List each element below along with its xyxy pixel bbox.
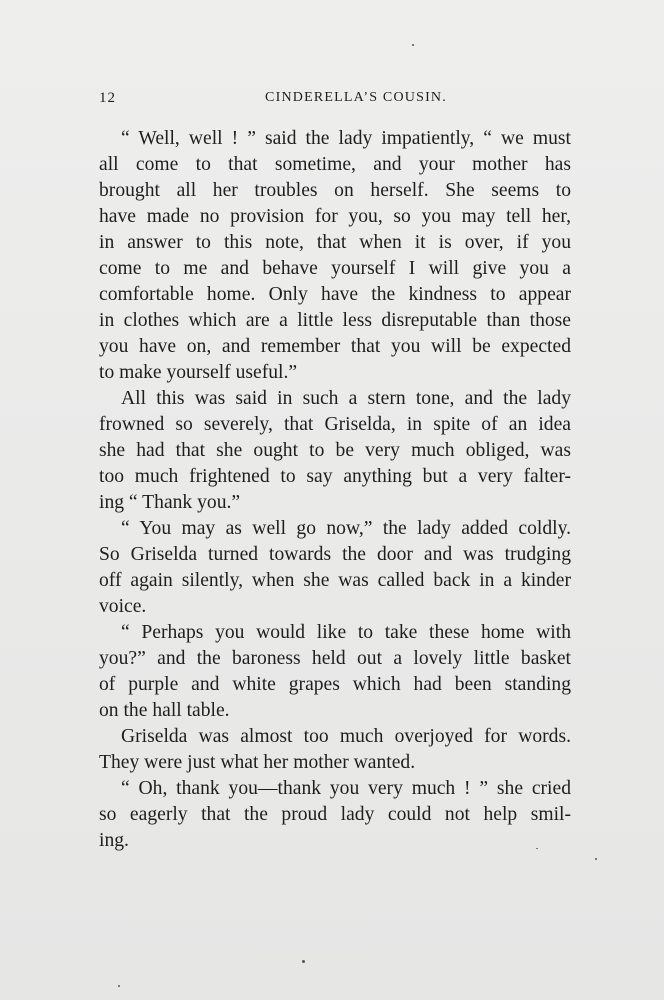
text-line: brought all her troubles on herself. She seems to	[99, 180, 571, 201]
text-line: on the hall table.	[99, 700, 230, 721]
text-line: Griselda was almost too much overjoyed for words.	[121, 726, 571, 747]
text-line: All this was said in such a stern tone, and the lady	[121, 388, 571, 409]
text-line: voice.	[99, 596, 147, 617]
text-line: so eagerly that the proud lady could not help smil-	[99, 804, 571, 825]
text-line: she had that she ought to be very much obliged, was	[99, 440, 571, 461]
text-line: comfortable home. Only have the kindness to appear	[99, 284, 571, 305]
text-line: in clothes which are a little less disreputable than those	[99, 310, 571, 331]
text-line: you?” and the baroness held out a lovely little basket	[99, 648, 571, 669]
page-header	[99, 90, 569, 114]
text-line: “ Perhaps you would like to take these home with	[121, 622, 571, 643]
text-line: So Griselda turned towards the door and was trudging	[99, 544, 571, 565]
text-line: frowned so severely, that Griselda, in spite of an idea	[99, 414, 571, 435]
text-line: “ Well, well ! ” said the lady impatiently, “ we must	[121, 128, 571, 149]
text-line: all come to that sometime, and your mother has	[99, 154, 571, 175]
text-line: “ You may as well go now,” the lady added coldly.	[121, 518, 571, 539]
text-line: of purple and white grapes which had been standing	[99, 674, 571, 695]
text-line: too much frightened to say anything but a very falter-	[99, 466, 571, 487]
text-line: have made no provision for you, so you may tell her,	[99, 206, 571, 227]
text-line: ing.	[99, 830, 129, 851]
text-line: They were just what her mother wanted.	[99, 752, 416, 773]
text-line: you have on, and remember that you will be expected	[99, 336, 571, 357]
body-text	[99, 126, 571, 854]
text-line: come to me and behave yourself I will give you a	[99, 258, 571, 279]
running-title: CINDERELLA’S COUSIN.	[265, 90, 447, 105]
page-number: 12	[99, 90, 116, 106]
text-line: in answer to this note, that when it is over, if you	[99, 232, 571, 253]
text-line: “ Oh, thank you—thank you very much ! ” she cried	[121, 778, 571, 799]
text-line: to make yourself useful.”	[99, 362, 298, 383]
text-line: off again silently, when she was called back in a kinder	[99, 570, 571, 591]
text-line: ing “ Thank you.”	[99, 492, 241, 513]
